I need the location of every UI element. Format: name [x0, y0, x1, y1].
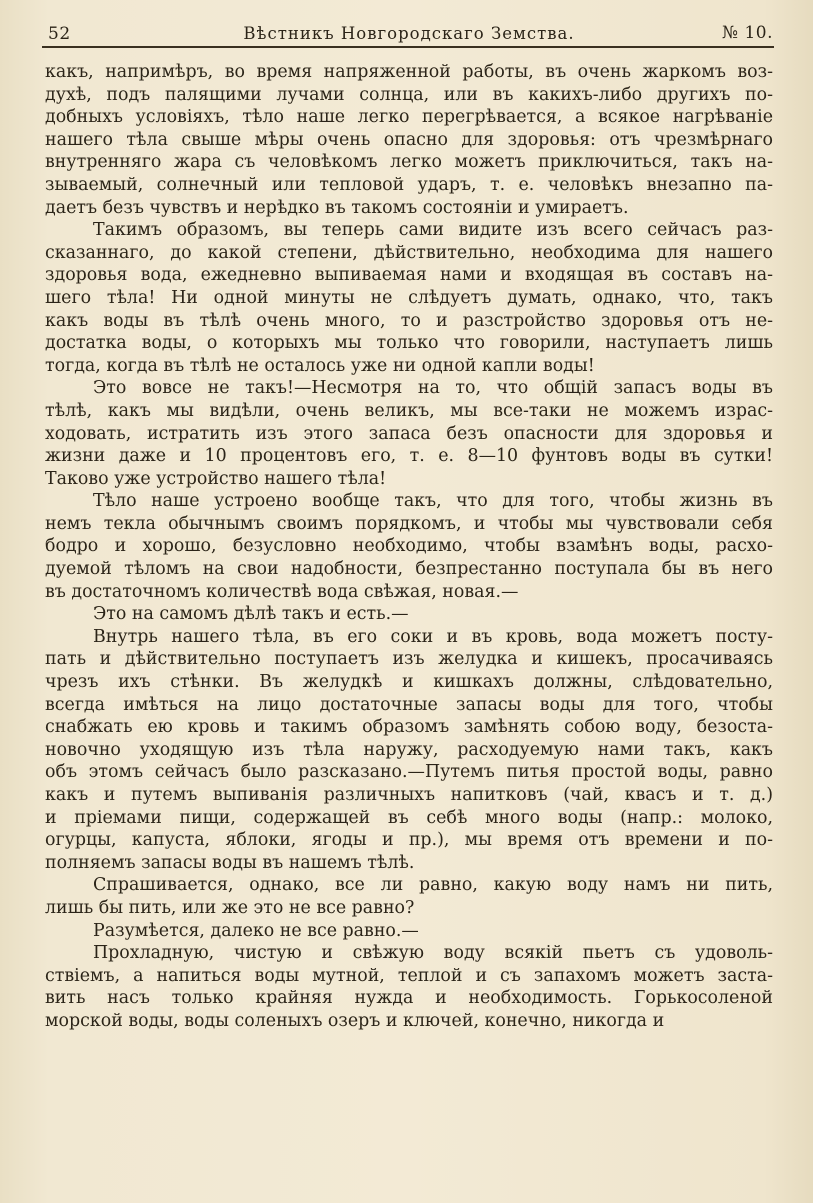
text-line: полняемъ запасы воды въ нашемъ тѣлѣ.	[45, 852, 415, 873]
text-line: немъ текла обычнымъ своимъ порядкомъ, и чтобы мы чувствовали себя	[45, 513, 773, 534]
body-text	[45, 61, 773, 1033]
text-line: въ достаточномъ количествѣ вода свѣжая, новая.—	[45, 581, 519, 602]
text-line: тѣлѣ, какъ мы видѣли, очень великъ, мы все-таки не можемъ израс-	[45, 400, 773, 421]
paragraph	[45, 920, 773, 943]
text-line: лишь бы пить, или же это не все равно?	[45, 897, 415, 918]
text-line: нашего тѣла свыше мѣры очень опасно для здоровья: отъ чрезмѣрнаго	[45, 129, 773, 150]
text-line: добныхъ условіяхъ, тѣло наше легко перегрѣвается, а всякое нагрѣваніе	[45, 107, 773, 128]
text-line: Такимъ образомъ, вы теперь сами видите изъ всего сейчасъ раз-	[93, 220, 773, 241]
text-line: чрезъ ихъ стѣнки. Въ желудкѣ и кишкахъ должны, слѣдовательно,	[45, 672, 773, 693]
text-line: какъ, напримѣръ, во время напряженной работы, въ очень жаркомъ воз-	[45, 62, 773, 82]
paragraph	[45, 377, 773, 490]
journal-title: Вѣстникъ Новгородскаго Земства.	[243, 24, 575, 43]
text-line: шего тѣла! Ни одной минуты не слѣдуетъ думать, однако, что, такъ	[45, 287, 773, 308]
text-line: всегда имѣться на лицо достаточные запасы воды для того, чтобы	[45, 694, 773, 715]
header-rule	[42, 46, 774, 48]
text-line: ходовать, истратить изъ этого запаса безъ опасности для здоровья и	[45, 423, 773, 444]
text-line: даетъ безъ чувствъ и нерѣдко въ такомъ состояніи и умираетъ.	[45, 197, 629, 218]
text-line: Внутрь нашего тѣла, въ его соки и въ кровь, вода можетъ посту-	[93, 626, 773, 647]
page-number: 52	[48, 24, 71, 44]
text-line: огурцы, капуста, яблоки, ягоды и пр.), мы время отъ времени и по-	[45, 830, 773, 851]
text-line: достатка воды, о которыхъ мы только что говорили, наступаетъ лишь	[45, 333, 773, 354]
text-line: какъ воды въ тѣлѣ очень много, то и разстройство здоровья отъ не-	[45, 310, 773, 331]
text-line: здоровья вода, ежедневно выпиваемая нами и входящая въ составъ на-	[45, 265, 773, 286]
text-line: Прохладную, чистую и свѣжую воду всякій пьетъ съ удоволь-	[93, 943, 773, 964]
paragraph	[45, 61, 773, 219]
paragraph	[45, 490, 773, 603]
text-line: и пріемами пищи, содержащей въ себѣ много воды (напр.: молоко,	[45, 807, 773, 828]
text-line: духѣ, подъ палящими лучами солнца, или въ какихъ-либо другихъ по-	[45, 84, 773, 105]
text-line: снабжать ею кровь и такимъ образомъ замѣнять собою воду, безоста-	[45, 717, 773, 738]
text-line: Спрашивается, однако, все ли равно, какую воду намъ ни пить,	[93, 875, 773, 896]
paragraph	[45, 219, 773, 377]
running-header	[45, 18, 773, 48]
text-line: Это на самомъ дѣлѣ такъ и есть.—	[93, 604, 409, 625]
text-line: Это вовсе не такъ!—Несмотря на то, что общій запасъ воды въ	[93, 378, 773, 399]
text-line: дуемой тѣломъ на свои надобности, безпрестанно поступала бы въ него	[45, 559, 773, 580]
text-line: жизни даже и 10 процентовъ его, т. е. 8—10 фунтовъ воды въ сутки!	[45, 446, 773, 467]
text-line: тогда, когда въ тѣлѣ не осталось уже ни одной капли воды!	[45, 355, 595, 376]
text-line: бодро и хорошо, безусловно необходимо, чтобы взамѣнъ воды, расхо-	[45, 536, 773, 557]
text-line: Таково уже устройство нашего тѣла!	[45, 468, 387, 489]
text-line: вить насъ только крайняя нужда и необходимость. Горькосоленой	[45, 988, 773, 1009]
text-line: внутренняго жара съ человѣкомъ легко можетъ приключиться, такъ на-	[45, 152, 773, 173]
text-line: Тѣло наше устроено вообще такъ, что для того, чтобы жизнь въ	[93, 491, 773, 512]
text-line: новочно уходящую изъ тѣла наружу, расходуемую нами такъ, какъ	[45, 739, 773, 760]
text-line: ствіемъ, а напиться воды мутной, теплой и съ запахомъ можетъ заста-	[45, 965, 773, 986]
text-line: объ этомъ сейчасъ было разсказано.—Путемъ питья простой воды, равно	[45, 762, 773, 783]
text-line: Разумѣется, далеко не все равно.—	[93, 920, 419, 941]
paragraph	[45, 626, 773, 875]
issue-number: № 10.	[721, 23, 773, 43]
text-line: морской воды, воды соленыхъ озеръ и ключей, конечно, никогда и	[45, 1010, 665, 1031]
paragraph	[45, 603, 773, 626]
text-line: сказаннаго, до какой степени, дѣйствительно, необходима для нашего	[45, 242, 773, 263]
text-line: пать и дѣйствительно поступаетъ изъ желудка и кишекъ, просачиваясь	[45, 649, 773, 670]
paragraph	[45, 874, 773, 919]
text-line: зываемый, солнечный или тепловой ударъ, т. е. человѣкъ внезапно па-	[45, 174, 773, 195]
paragraph	[45, 942, 773, 1032]
text-line: какъ и путемъ выпиванія различныхъ напитковъ (чай, квасъ и т. д.)	[45, 785, 773, 805]
